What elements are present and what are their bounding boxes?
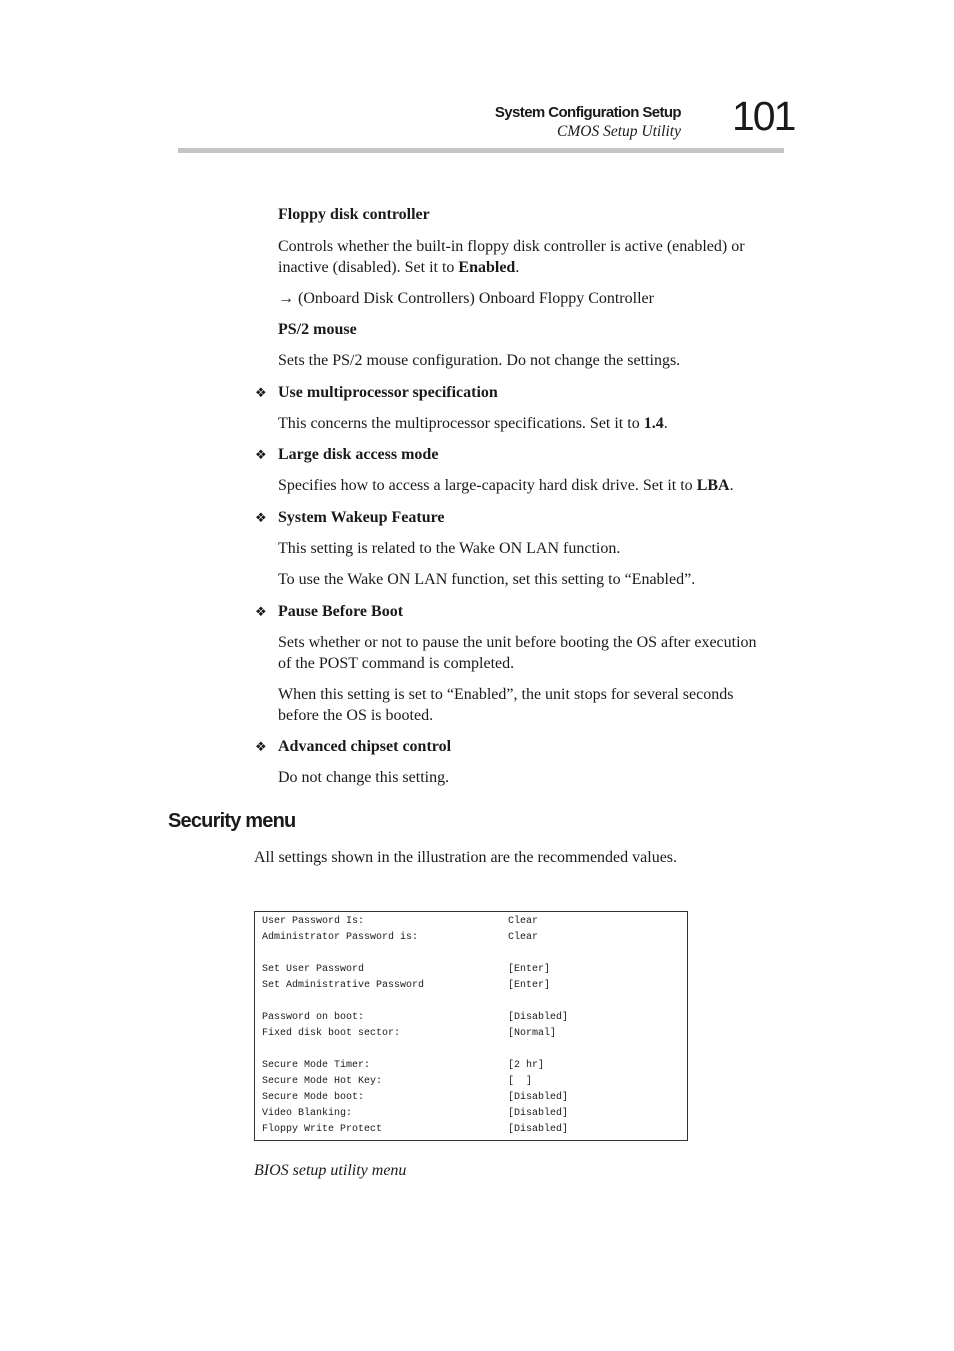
floppy-body-line-1: Controls whether the built-in floppy disk controller is active (enabled) or: [278, 238, 745, 255]
large-disk-heading: Large disk access mode: [278, 446, 439, 463]
bullet-icon: ❖: [255, 510, 267, 525]
bios-value-secure-mode-boot: [Disabled]: [508, 1092, 569, 1103]
bios-label-secure-mode-hot-key: Secure Mode Hot Key:: [262, 1076, 383, 1087]
bullet-icon: ❖: [255, 739, 267, 754]
bios-label-admin-password: Administrator Password is:: [262, 932, 419, 943]
pause-body-line-2: of the POST command is completed.: [278, 655, 515, 672]
bios-label-secure-mode-timer: Secure Mode Timer:: [262, 1060, 371, 1071]
bios-value-secure-mode-timer: [2 hr]: [508, 1060, 545, 1071]
chipset-heading: Advanced chipset control: [278, 738, 452, 755]
bios-label-fixed-disk-boot-sector: Fixed disk boot sector:: [262, 1028, 401, 1039]
wakeup-body-line-1: This setting is related to the Wake ON LAN function.: [278, 540, 621, 557]
bios-value-admin-password: Clear: [508, 932, 539, 943]
bios-value-user-password: Clear: [508, 916, 539, 927]
bios-value-set-user-password: [Enter]: [508, 964, 551, 975]
bios-value-video-blanking: [Disabled]: [508, 1108, 569, 1119]
header-rule: [178, 148, 784, 153]
bios-value-password-on-boot: [Disabled]: [508, 1012, 569, 1023]
ps2-body: Sets the PS/2 mouse configuration. Do not change the settings.: [278, 352, 681, 369]
floppy-setup-path: → (Onboard Disk Controllers) Onboard Floppy Controller: [278, 290, 654, 307]
ps2-heading: PS/2 mouse: [278, 321, 357, 338]
bios-label-set-admin-password: Set Administrative Password: [262, 980, 425, 991]
multiprocessor-body: This concerns the multiprocessor specifications. Set it to 1.4.: [278, 415, 668, 432]
pause-heading: Pause Before Boot: [278, 603, 404, 620]
bios-label-floppy-write-protect: Floppy Write Protect: [262, 1124, 383, 1135]
pause-body-line-3: When this setting is set to “Enabled”, the unit stops for several seconds: [278, 686, 734, 703]
bullet-icon: ❖: [255, 385, 267, 400]
bullet-icon: ❖: [255, 604, 267, 619]
running-header-title: System Configuration Setup: [494, 104, 681, 121]
wakeup-body-line-2: To use the Wake ON LAN function, set this setting to “Enabled”.: [278, 571, 696, 588]
bios-value-set-admin-password: [Enter]: [508, 980, 551, 991]
bios-value-secure-mode-hot-key: [ ]: [508, 1076, 533, 1087]
pause-body-line-4: before the OS is booted.: [278, 707, 434, 724]
bios-label-user-password: User Password Is:: [262, 916, 365, 927]
security-menu-heading: Security menu: [168, 810, 296, 832]
bios-label-set-user-password: Set User Password: [262, 964, 365, 975]
bullet-icon: ❖: [255, 447, 267, 462]
bios-label-password-on-boot: Password on boot:: [262, 1012, 365, 1023]
pause-body-line-1: Sets whether or not to pause the unit before booting the OS after execution: [278, 634, 757, 651]
page-number: 101: [732, 93, 795, 139]
large-disk-body: Specifies how to access a large-capacity hard disk drive. Set it to LBA.: [278, 477, 734, 494]
security-intro: All settings shown in the illustration are the recommended values.: [254, 849, 678, 866]
floppy-heading: Floppy disk controller: [278, 206, 430, 223]
chipset-body: Do not change this setting.: [278, 769, 450, 786]
bios-setup-illustration: [254, 911, 688, 1141]
multiprocessor-heading: Use multiprocessor specification: [278, 384, 498, 401]
wakeup-heading: System Wakeup Feature: [278, 509, 445, 526]
figure-caption: BIOS setup utility menu: [254, 1162, 407, 1179]
bios-value-fixed-disk-boot-sector: [Normal]: [508, 1028, 557, 1039]
running-header-subtitle: CMOS Setup Utility: [557, 123, 681, 140]
bios-label-secure-mode-boot: Secure Mode boot:: [262, 1092, 365, 1103]
floppy-body-line-2: inactive (disabled). Set it to Enabled.: [278, 259, 520, 276]
bios-label-video-blanking: Video Blanking:: [262, 1108, 353, 1119]
bios-value-floppy-write-protect: [Disabled]: [508, 1124, 569, 1135]
